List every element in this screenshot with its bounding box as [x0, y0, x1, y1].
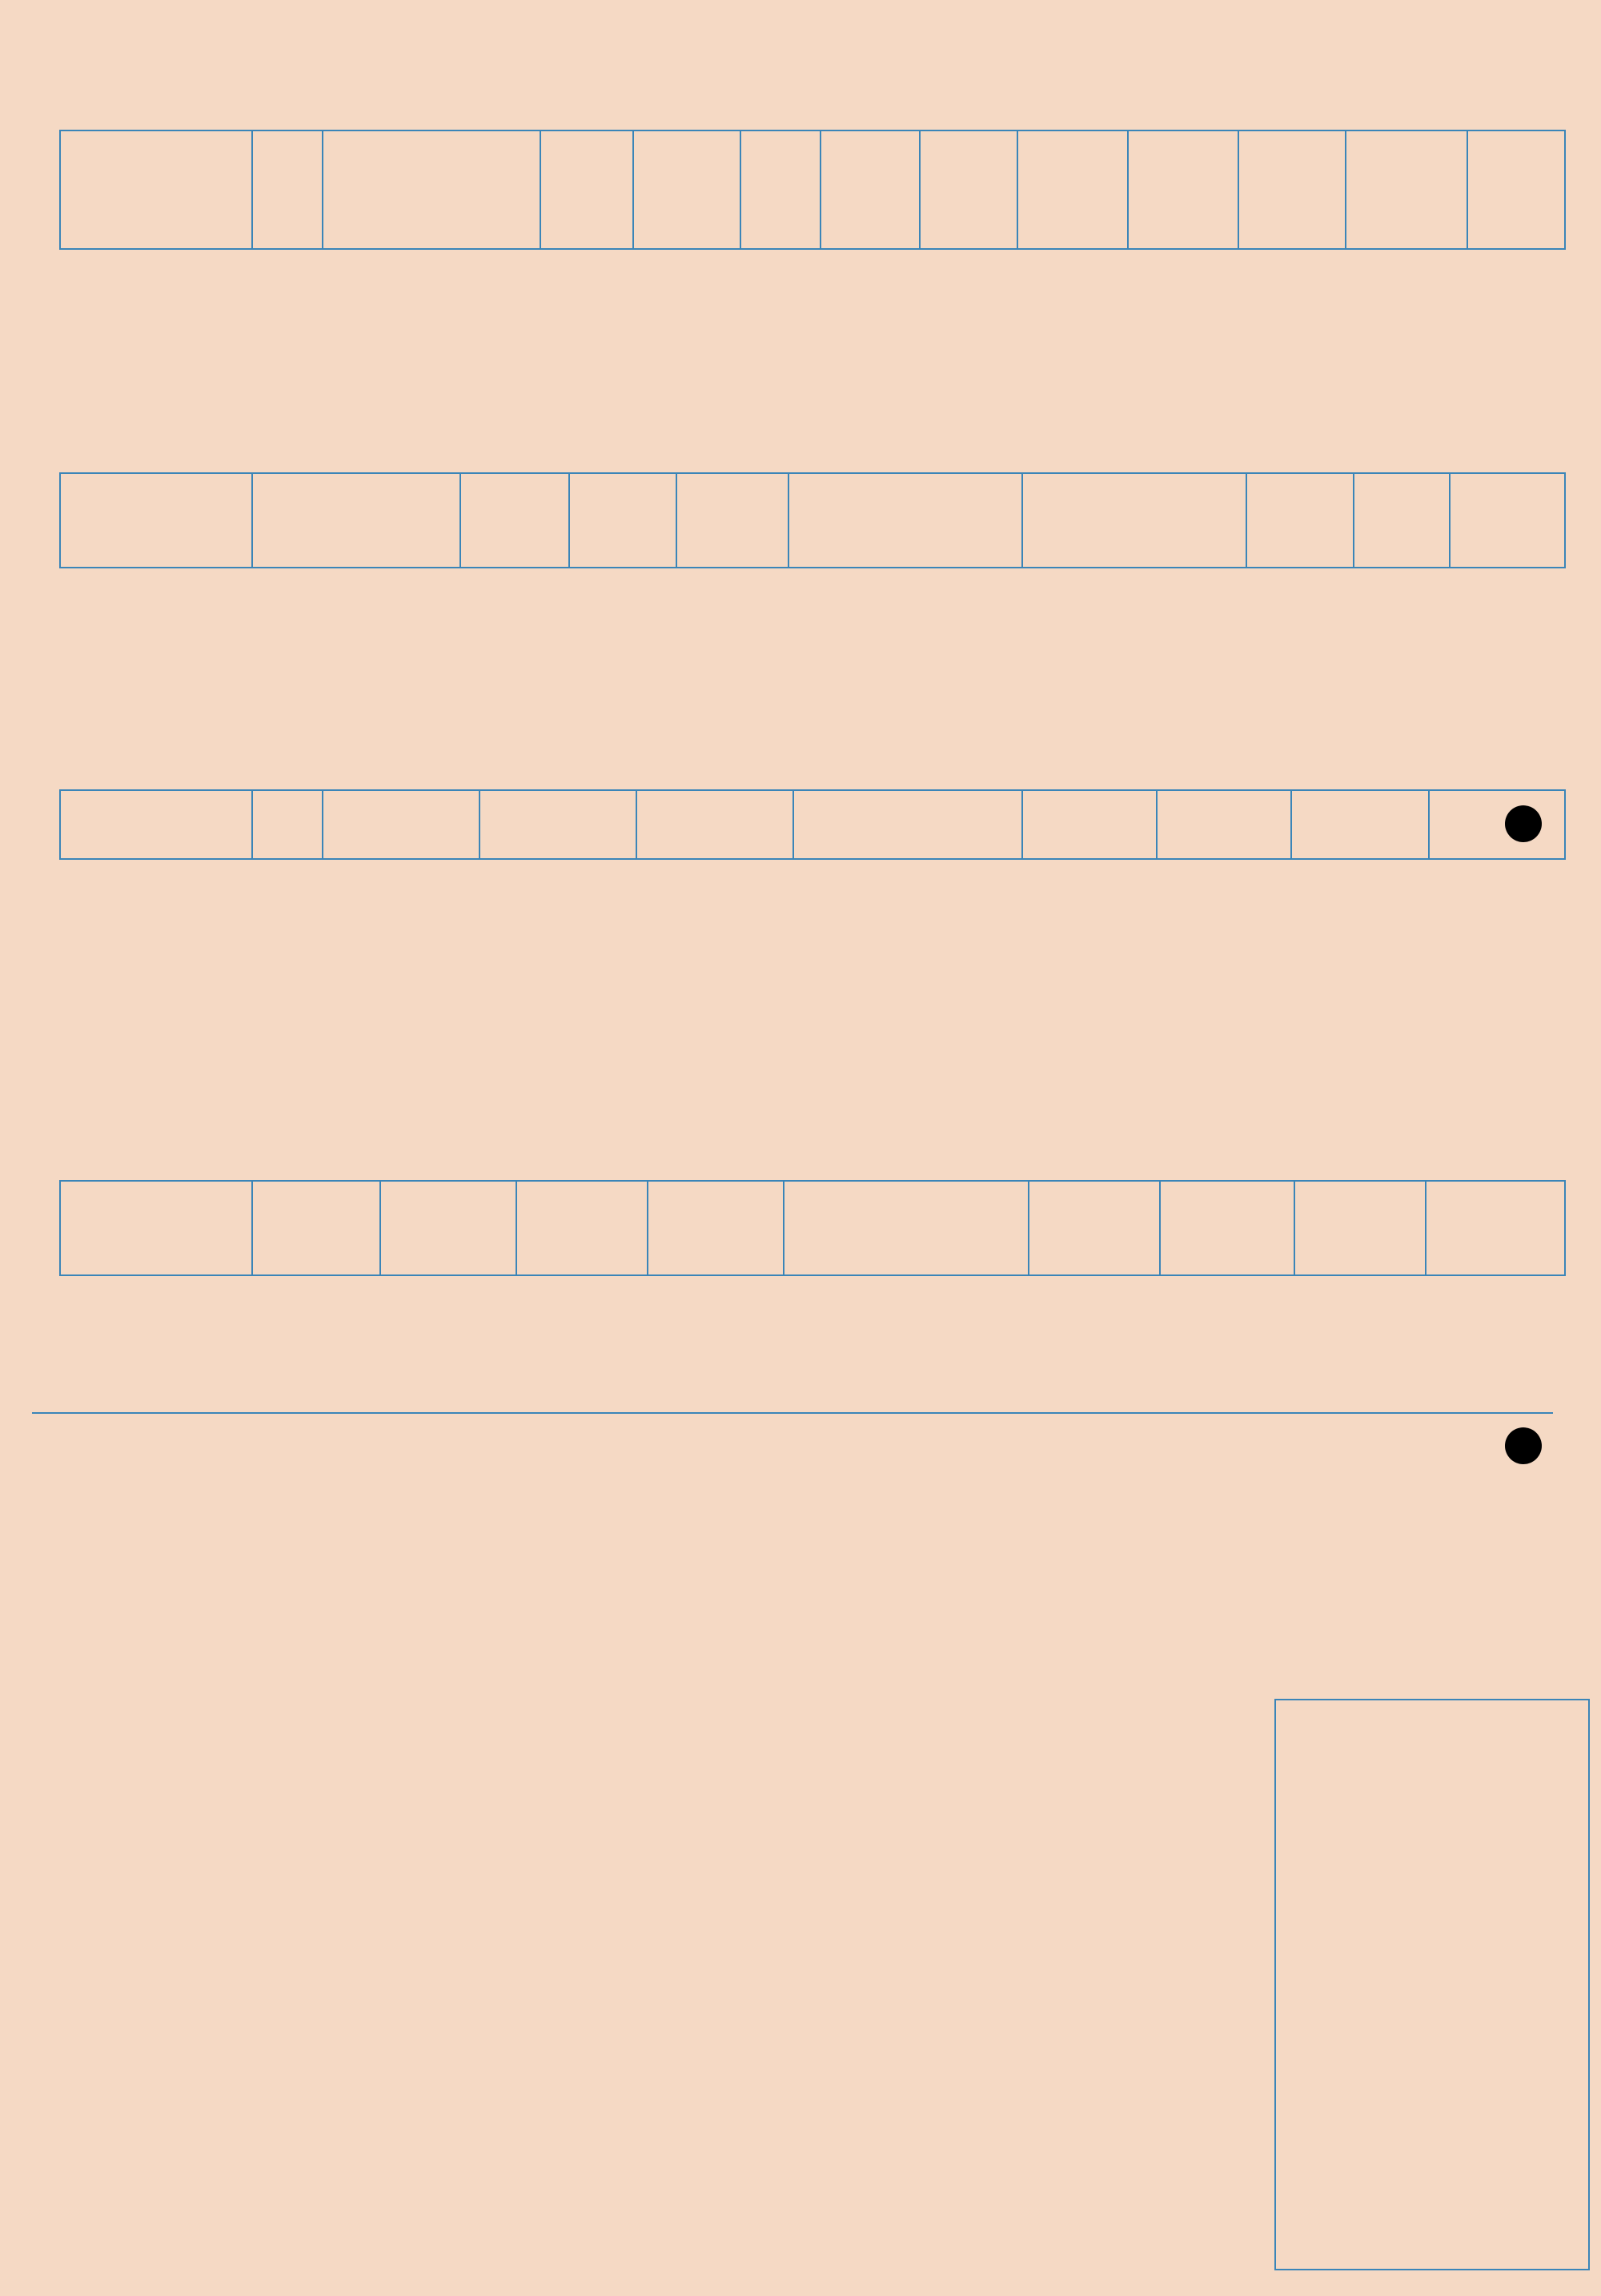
col-taupunkt [740, 130, 821, 249]
col-sonne-unter [380, 1181, 516, 1275]
col-mittel [920, 130, 1017, 249]
col-t50 [1291, 790, 1429, 859]
inland-table [59, 130, 1566, 250]
col-mond-unter-r [1426, 1181, 1565, 1275]
col-mond-unter [648, 1181, 784, 1275]
col-station [60, 1181, 252, 1275]
col-tiefboden [1128, 130, 1238, 249]
col-station [60, 473, 252, 568]
col-barom [252, 790, 323, 859]
col-station-r [788, 473, 1022, 568]
col-sonne [1238, 130, 1346, 249]
col-t100 [1429, 790, 1565, 859]
col-wetter-r [1022, 473, 1246, 568]
bemerkungen-box [1274, 1699, 1590, 2270]
col-wind-r [1246, 473, 1354, 568]
col-station [60, 790, 252, 859]
col-mm [323, 790, 479, 859]
astro-table [59, 1180, 1566, 1276]
col-tief2m [1017, 130, 1128, 249]
col-hoehe [252, 130, 323, 249]
col-hoechste [821, 130, 920, 249]
col-station-r [793, 790, 1022, 859]
col-hoechste-r [1450, 473, 1565, 568]
col-hoechste [676, 473, 788, 568]
col-sonne-auf-r [1029, 1181, 1160, 1275]
col-station-r [784, 1181, 1029, 1275]
col-mm2 [479, 790, 636, 859]
col-t7 [569, 473, 676, 568]
ausland-table [59, 472, 1566, 568]
col-t10 [1022, 790, 1157, 859]
col-t7-r [1354, 473, 1450, 568]
col-t20 [1157, 790, 1291, 859]
punch-hole [1505, 1427, 1542, 1464]
aerological-chart [32, 1457, 1265, 2234]
col-mond-auf [516, 1181, 648, 1275]
col-station [60, 130, 252, 249]
col-schnee [1467, 130, 1565, 249]
col-nieder [1346, 130, 1467, 249]
col-wetter [323, 130, 540, 249]
col-sonne-unter-r [1160, 1181, 1294, 1275]
col-wetter [252, 473, 460, 568]
luftdruck-table [59, 789, 1566, 860]
col-t2m [633, 130, 740, 249]
col-mond-auf-r [1294, 1181, 1426, 1275]
col-mb [636, 790, 793, 859]
col-wind [540, 130, 633, 249]
col-wind [460, 473, 569, 568]
divider [32, 1412, 1553, 1414]
col-sonne-auf [252, 1181, 380, 1275]
